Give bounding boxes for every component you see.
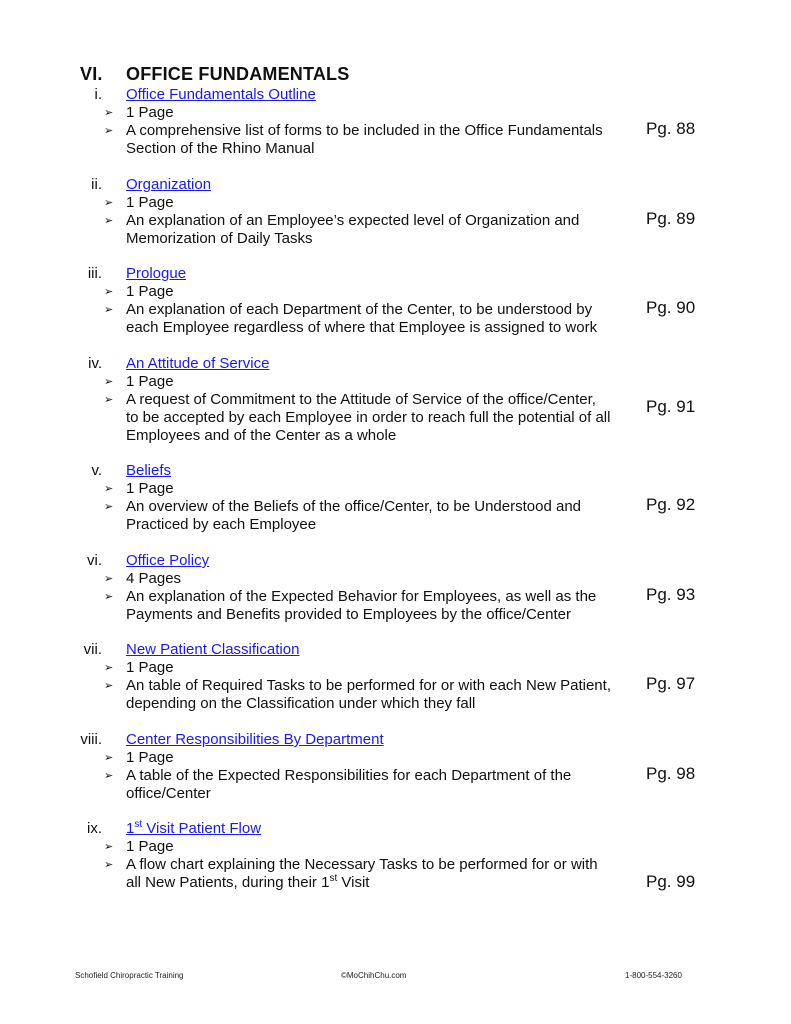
entry-description-line: An explanation of an Employee’s expected level of Organization and bbox=[126, 212, 580, 229]
entry-page-number: Pg. 99 bbox=[646, 872, 696, 891]
entry-page-count: 4 Pages bbox=[126, 570, 182, 587]
entry-description-text: Visit bbox=[337, 874, 370, 891]
footer-left: Schofield Chiropractic Training bbox=[75, 971, 184, 980]
entry-page-count: 1 Page bbox=[126, 194, 174, 211]
arrow-bullet-icon: ➢ bbox=[104, 215, 114, 227]
entry-description-line: to be accepted by each Employee in order to reach full the potential of all bbox=[126, 409, 611, 426]
arrow-bullet-icon: ➢ bbox=[104, 483, 114, 495]
entry-description-line: A comprehensive list of forms to be included in the Office Fundamentals bbox=[126, 122, 603, 139]
entry-title-link[interactable]: Center Responsibilities By Department bbox=[126, 731, 384, 748]
entry-page-count: 1 Page bbox=[126, 749, 174, 766]
entry-title-link[interactable]: Organization bbox=[126, 176, 212, 193]
entry-description-line: Payments and Benefits provided to Employees by the office/Center bbox=[126, 606, 571, 623]
entry-page-number: Pg. 90 bbox=[646, 298, 696, 317]
arrow-bullet-icon: ➢ bbox=[104, 376, 114, 388]
entry-page-count: 1 Page bbox=[126, 480, 174, 497]
entry-numeral: iii. bbox=[87, 265, 102, 282]
entry-description-line: An explanation of each Department of the Center, to be understood by bbox=[126, 301, 593, 318]
entry-numeral: iv. bbox=[88, 355, 102, 372]
entry-description-line: depending on the Classification under which they fall bbox=[126, 695, 476, 712]
entry-page-number: Pg. 93 bbox=[646, 585, 696, 604]
entry-description-line: Memorization of Daily Tasks bbox=[126, 230, 313, 247]
entry-numeral: ix. bbox=[87, 820, 102, 837]
footer-right: 1-800-554-3260 bbox=[625, 971, 682, 980]
arrow-bullet-icon: ➢ bbox=[104, 286, 114, 298]
arrow-bullet-icon: ➢ bbox=[104, 304, 114, 316]
entry-title-link[interactable]: Office Policy bbox=[126, 552, 210, 569]
entry-title-link[interactable] bbox=[126, 820, 261, 838]
entry-page-number: Pg. 92 bbox=[646, 495, 696, 514]
entry-page-number: Pg. 89 bbox=[646, 209, 696, 228]
entry-description-line: An explanation of the Expected Behavior for Employees, as well as the bbox=[126, 588, 597, 605]
entry-numeral: ii. bbox=[91, 176, 102, 193]
entry-page-count: 1 Page bbox=[126, 283, 174, 300]
entry-description-line bbox=[126, 874, 636, 892]
entry-description-line: office/Center bbox=[126, 785, 211, 802]
arrow-bullet-icon: ➢ bbox=[104, 125, 114, 137]
entry-page-number: Pg. 88 bbox=[646, 119, 696, 138]
entry-page-count: 1 Page bbox=[126, 104, 174, 121]
section-heading bbox=[80, 64, 349, 85]
entry-description-line: each Employee regardless of where that Employee is assigned to work bbox=[126, 319, 598, 336]
arrow-bullet-icon: ➢ bbox=[104, 573, 114, 585]
entry-description-line: Employees and of the Center as a whole bbox=[126, 427, 397, 444]
entry-description-line: An table of Required Tasks to be performed for or with each New Patient, bbox=[126, 677, 611, 694]
entry-page-number: Pg. 97 bbox=[646, 674, 696, 693]
entry-numeral: v. bbox=[91, 462, 102, 479]
entry-title-link[interactable]: Prologue bbox=[126, 265, 187, 282]
entry-description-line: A request of Commitment to the Attitude of Service of the office/Center, bbox=[126, 391, 596, 408]
section-title: OFFICE FUNDAMENTALS bbox=[126, 64, 350, 84]
entry-numeral: vi. bbox=[87, 552, 102, 569]
entry-description-line: An overview of the Beliefs of the office/Center, to be Understood and bbox=[126, 498, 582, 515]
entry-description-ordinal-suffix: st bbox=[329, 873, 338, 884]
section-numeral: VI. bbox=[80, 64, 103, 84]
entry-description-line: A flow chart explaining the Necessary Tasks to be performed for or with bbox=[126, 856, 598, 873]
entry-page-count: 1 Page bbox=[126, 659, 174, 676]
entry-description-line: Section of the Rhino Manual bbox=[126, 140, 315, 157]
entry-numeral: vii. bbox=[83, 641, 102, 658]
entry-title-link[interactable]: An Attitude of Service bbox=[126, 355, 270, 372]
arrow-bullet-icon: ➢ bbox=[104, 770, 114, 782]
arrow-bullet-icon: ➢ bbox=[104, 591, 114, 603]
arrow-bullet-icon: ➢ bbox=[104, 752, 114, 764]
entry-page-count: 1 Page bbox=[126, 373, 174, 390]
entry-page-number: Pg. 98 bbox=[646, 764, 696, 783]
entry-description-line: Practiced by each Employee bbox=[126, 516, 317, 533]
arrow-bullet-icon: ➢ bbox=[104, 662, 114, 674]
arrow-bullet-icon: ➢ bbox=[104, 197, 114, 209]
entry-title-ordinal: 1 bbox=[126, 820, 135, 837]
arrow-bullet-icon: ➢ bbox=[104, 501, 114, 513]
arrow-bullet-icon: ➢ bbox=[104, 859, 114, 871]
entry-page-count: 1 Page bbox=[126, 838, 174, 855]
arrow-bullet-icon: ➢ bbox=[104, 394, 114, 406]
entry-title-link[interactable]: Office Fundamentals Outline bbox=[126, 86, 316, 103]
entry-description-text: all New Patients, during their 1 bbox=[126, 874, 330, 891]
arrow-bullet-icon: ➢ bbox=[104, 680, 114, 692]
entry-numeral: viii. bbox=[80, 731, 102, 748]
entry-description-line: A table of the Expected Responsibilities for each Department of the bbox=[126, 767, 572, 784]
entry-numeral: i. bbox=[94, 86, 102, 103]
arrow-bullet-icon: ➢ bbox=[104, 107, 114, 119]
entry-title-text: Visit Patient Flow bbox=[142, 820, 262, 837]
footer-center: ©MoChihChu.com bbox=[341, 971, 407, 980]
entry-title-ordinal-suffix: st bbox=[134, 819, 143, 830]
entry-page-number: Pg. 91 bbox=[646, 397, 696, 416]
arrow-bullet-icon: ➢ bbox=[104, 841, 114, 853]
entry-title-link[interactable]: New Patient Classification bbox=[126, 641, 300, 658]
entry-title-link[interactable]: Beliefs bbox=[126, 462, 172, 479]
